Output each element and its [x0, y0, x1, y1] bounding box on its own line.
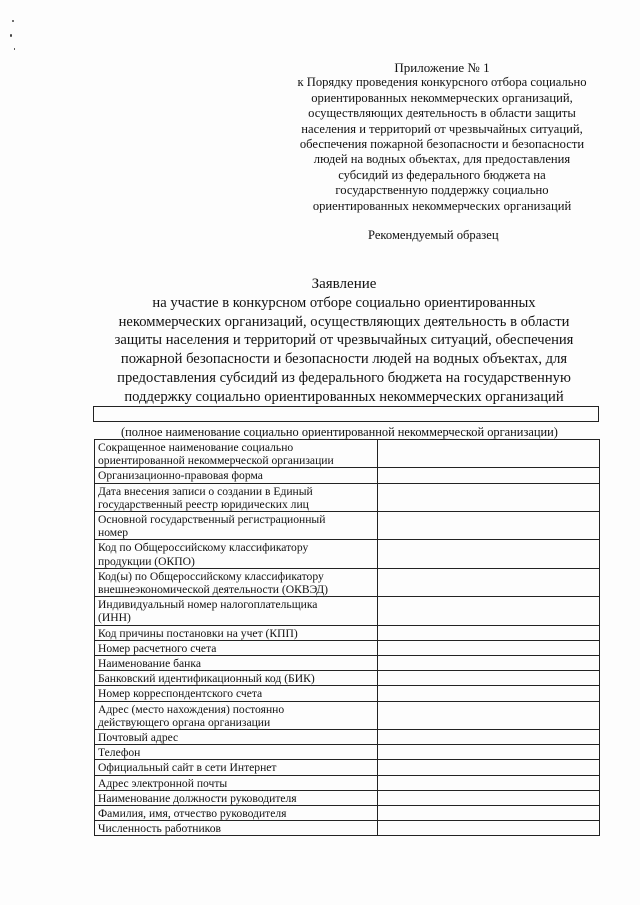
appendix-line: населения и территорий от чрезвычайных ситуаций, [301, 121, 583, 136]
table-row [95, 540, 600, 568]
row-label-line: номер [98, 526, 129, 540]
row-label-line: Организационно-правовая форма [98, 469, 263, 483]
appendix-line: ориентированных некоммерческих организаций, [311, 90, 573, 105]
row-value-field[interactable] [378, 625, 600, 640]
org-full-name-caption: (полное наименование социально ориентированной некоммерческой организации) [121, 425, 558, 439]
table-row [95, 512, 600, 540]
row-value-field[interactable] [378, 806, 600, 821]
row-value-field[interactable] [378, 512, 600, 540]
table-row [95, 440, 600, 468]
title-line: защиты населения и территорий от чрезвычайных ситуаций, обеспечения [114, 332, 574, 349]
row-label-line: Телефон [98, 746, 141, 760]
table-row [95, 686, 600, 701]
row-label [95, 512, 378, 540]
org-full-name-field[interactable] [93, 406, 599, 422]
title-line: на участие в конкурсном отборе социально ориентированных [152, 294, 536, 311]
row-value-field[interactable] [378, 640, 600, 655]
row-value-field[interactable] [378, 821, 600, 836]
row-label [95, 540, 378, 568]
application-title [88, 275, 600, 407]
row-label [95, 656, 378, 671]
row-label [95, 625, 378, 640]
row-value-field[interactable] [378, 775, 600, 790]
title-line: предоставления субсидий из федерального бюджета на государственную [117, 369, 571, 386]
row-label [95, 806, 378, 821]
title-line: некоммерческих организаций, осуществляющих деятельность в области [118, 313, 570, 330]
row-label [95, 775, 378, 790]
row-value-field[interactable] [378, 701, 600, 729]
table-row [95, 701, 600, 729]
table-row [95, 760, 600, 775]
title-line: поддержку социально ориентированных некоммерческих организаций [124, 388, 564, 405]
row-value-field[interactable] [378, 568, 600, 596]
row-value-field[interactable] [378, 656, 600, 671]
appendix-header [276, 60, 608, 214]
table-row [95, 483, 600, 511]
row-label [95, 821, 378, 836]
row-label-line: Номер расчетного счета [98, 641, 217, 655]
table-row [95, 821, 600, 836]
row-label-line: Фамилия, имя, отчество руководителя [98, 807, 287, 821]
table-row [95, 775, 600, 790]
row-label-line: Основной государственный регистрационный [98, 513, 326, 527]
table-row [95, 671, 600, 686]
row-label [95, 671, 378, 686]
appendix-line: осуществляющих деятельность в области защиты [308, 106, 576, 121]
row-label-line: Индивидуальный номер налогоплательщика [98, 598, 318, 612]
table-row [95, 656, 600, 671]
row-value-field[interactable] [378, 790, 600, 805]
scan-speck [14, 48, 15, 50]
row-label [95, 640, 378, 655]
title-heading: Заявление [311, 276, 377, 292]
appendix-line: субсидий из федерального бюджета на [338, 167, 546, 182]
table-row [95, 468, 600, 483]
row-label [95, 701, 378, 729]
row-label-line: Официальный сайт в сети Интернет [98, 761, 277, 775]
row-label [95, 468, 378, 483]
table-row [95, 625, 600, 640]
row-label-line: Код причины постановки на учет (КПП) [98, 626, 298, 640]
row-value-field[interactable] [378, 483, 600, 511]
appendix-line: обеспечения пожарной безопасности и безопасности [299, 137, 585, 152]
row-label-line: государственный реестр юридических лиц [98, 497, 309, 511]
row-value-field[interactable] [378, 730, 600, 745]
row-label-line: Адрес (место нахождения) постоянно [98, 702, 285, 716]
scan-speck [10, 34, 12, 37]
row-label-line: Код по Общероссийскому классификатору [98, 541, 309, 555]
org-details-table [94, 439, 600, 836]
row-value-field[interactable] [378, 686, 600, 701]
row-value-field[interactable] [378, 760, 600, 775]
row-label [95, 568, 378, 596]
appendix-line: к Порядку проведения конкурсного отбора социально [297, 75, 587, 90]
row-label [95, 686, 378, 701]
row-label-line: Сокращенное наименование социально [98, 441, 294, 454]
table-row [95, 790, 600, 805]
row-label-line: действующего органа организации [98, 715, 271, 729]
row-label-line: внешнеэкономической деятельности (ОКВЭД) [98, 583, 329, 597]
row-label [95, 730, 378, 745]
row-label-line: ориентированной некоммерческой организации [98, 454, 334, 468]
row-value-field[interactable] [378, 745, 600, 760]
table-row [95, 640, 600, 655]
row-value-field[interactable] [378, 468, 600, 483]
appendix-line: ориентированных некоммерческих организаций [312, 198, 572, 213]
row-value-field[interactable] [378, 440, 600, 468]
row-label-line: Дата внесения записи о создании в Единый [98, 484, 313, 498]
table-row [95, 806, 600, 821]
row-label-line: Адрес электронной почты [98, 776, 228, 790]
row-label-line: Наименование банка [98, 657, 201, 671]
row-label-line: Код(ы) по Общероссийскому классификатору [98, 569, 324, 583]
row-label [95, 790, 378, 805]
row-label [95, 745, 378, 760]
row-label-line: Почтовый адрес [98, 731, 179, 745]
row-label [95, 597, 378, 625]
row-label-line: (ИНН) [98, 611, 131, 625]
table-row [95, 597, 600, 625]
row-label [95, 440, 378, 468]
table-row [95, 568, 600, 596]
row-label-line: Численность работников [98, 822, 221, 836]
row-label-line: Банковский идентификационный код (БИК) [98, 672, 315, 686]
row-value-field[interactable] [378, 671, 600, 686]
title-line: пожарной безопасности и безопасности людей на водных объектах, для [120, 351, 568, 368]
row-value-field[interactable] [378, 597, 600, 625]
appendix-line: людей на водных объектах, для предоставления [313, 152, 571, 167]
row-label-line: Номер корреспондентского счета [98, 687, 263, 701]
appendix-line: государственную поддержку социально [335, 183, 549, 198]
table-row [95, 730, 600, 745]
row-label-line: продукции (ОКПО) [98, 554, 195, 568]
row-label [95, 760, 378, 775]
table-row [95, 745, 600, 760]
row-label [95, 483, 378, 511]
sample-note: Рекомендуемый образец [368, 228, 499, 242]
scan-speck [12, 20, 14, 22]
row-label-line: Наименование должности руководителя [98, 791, 297, 805]
row-value-field[interactable] [378, 540, 600, 568]
appendix-number: Приложение № 1 [394, 60, 490, 75]
